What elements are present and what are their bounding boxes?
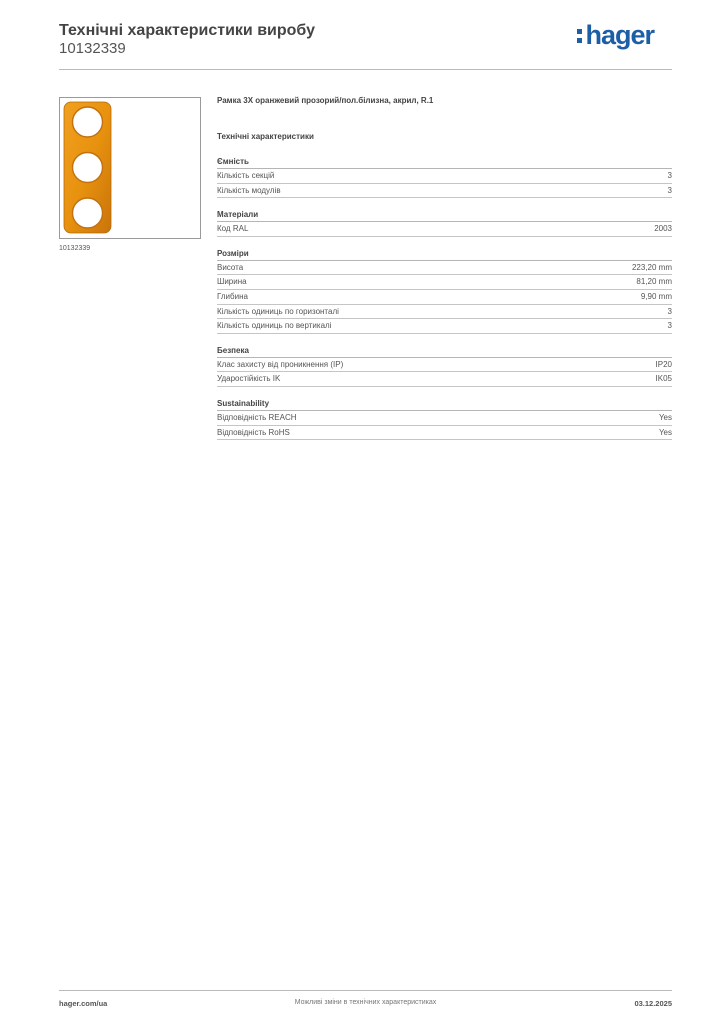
spec-value: 3 [667, 306, 672, 316]
spec-value: 9,90 mm [640, 291, 672, 301]
spec-row [217, 411, 672, 426]
hager-logo [577, 20, 654, 51]
spec-value: 3 [667, 171, 672, 180]
spec-label: Відповідність RoHS [217, 427, 290, 437]
orange-frame-image [60, 98, 200, 238]
spec-row [217, 305, 672, 320]
spec-row [217, 290, 672, 305]
spec-value: 81,20 mm [636, 277, 672, 287]
spec-row [217, 184, 672, 199]
spec-row [217, 275, 672, 290]
spec-value: IP20 [655, 359, 672, 369]
spec-label: Ударостійкість IK [217, 374, 281, 384]
spec-label: Відповідність REACH [217, 412, 297, 422]
spec-row [217, 261, 672, 276]
spec-label: Кількість одиниць по вертикалі [217, 321, 332, 331]
section-capacity [217, 155, 672, 198]
spec-value: IK05 [655, 374, 672, 384]
page-footer [59, 990, 672, 1012]
spec-label: Кількість модулів [217, 185, 281, 195]
spec-row [217, 319, 672, 334]
logo-text: hager [585, 20, 654, 50]
spec-value: 223,20 mm [631, 262, 672, 272]
spec-row [217, 426, 672, 441]
spec-label: Глибина [217, 291, 248, 301]
website-link[interactable]: hager.com/ua [59, 999, 108, 1008]
product-image [59, 97, 201, 239]
spec-heading: Технічні характеристики [217, 132, 314, 141]
section-title: Безпека [217, 344, 672, 358]
section-title: Sustainability [217, 397, 672, 411]
product-name: Рамка 3Х оранжевий прозорий/пол.білизна, акрил, R.1 [217, 96, 434, 105]
section-title: Матеріали [217, 208, 672, 222]
section-dimensions [217, 247, 672, 334]
footer-notice: Можливі зміни в технічних характеристиках [294, 999, 437, 1006]
spec-label: Клас захисту від проникнення (IP) [217, 359, 344, 369]
spec-row [217, 222, 672, 237]
document-title: Технічні характеристики виробу [59, 22, 315, 39]
spec-row [217, 169, 672, 184]
page-header [59, 22, 672, 70]
section-safety [217, 344, 672, 387]
spec-label: Висота [217, 262, 244, 272]
spec-value: 3 [667, 185, 672, 195]
spec-label: Код RAL [217, 224, 249, 234]
spec-label: Ширина [217, 277, 247, 287]
section-sustainability [217, 397, 672, 440]
spec-label: Кількість секцій [217, 171, 275, 180]
section-title: Ємність [217, 155, 672, 169]
spec-value: Yes [658, 412, 672, 422]
spec-value: 3 [667, 321, 672, 331]
section-materials [217, 208, 672, 237]
spec-value: 2003 [654, 224, 672, 234]
logo-colon-icon [577, 24, 583, 46]
spec-value: Yes [658, 427, 672, 437]
spec-row [217, 372, 672, 387]
section-title: Розміри [217, 247, 672, 261]
spec-content [217, 95, 672, 440]
spec-label: Кількість одиниць по горизонталі [217, 306, 339, 316]
spec-row [217, 358, 672, 373]
product-code: 10132339 [59, 40, 126, 57]
image-caption: 10132339 [59, 245, 91, 252]
footer-date: 03.12.2025 [634, 999, 672, 1008]
